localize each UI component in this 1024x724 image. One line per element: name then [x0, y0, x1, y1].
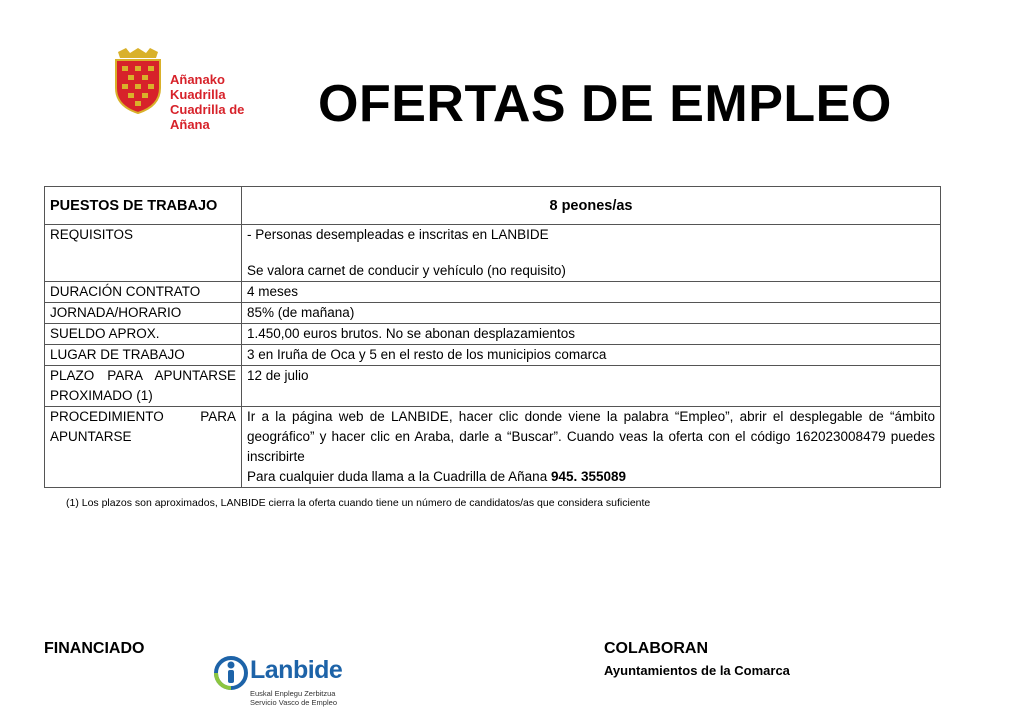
- requisitos-line-1: - Personas desempleadas e inscritas en LANBIDE: [247, 227, 549, 242]
- table-row-lugar: [45, 345, 941, 366]
- colaboran-subtitle: Ayuntamientos de la Comarca: [604, 663, 790, 678]
- duracion-value: 4 meses: [242, 282, 941, 303]
- lanbide-subtitle: [250, 689, 337, 707]
- header-label: PUESTOS DE TRABAJO: [45, 187, 242, 225]
- lugar-label: LUGAR DE TRABAJO: [45, 345, 242, 366]
- footnote: (1) Los plazos son aproximados, LANBIDE cierra la oferta cuando tiene un número de candidatos/as que considera suficiente: [66, 497, 651, 509]
- plazo-value: 12 de julio: [242, 366, 941, 407]
- job-offer-table: [44, 186, 941, 488]
- table-row-sueldo: [45, 324, 941, 345]
- procedimiento-contact: [247, 467, 935, 487]
- table-header-row: [45, 187, 941, 225]
- financiado-label: FINANCIADO: [44, 640, 145, 657]
- requisitos-value: [242, 225, 941, 282]
- coat-of-arms-icon: [112, 48, 164, 114]
- cuadrilla-logo: [112, 48, 282, 132]
- jornada-value: 85% (de mañana): [242, 303, 941, 324]
- table-row-procedimiento: [45, 407, 941, 488]
- header-value: 8 peones/as: [242, 187, 941, 225]
- duracion-label: DURACIÓN CONTRATO: [45, 282, 242, 303]
- colaboran-label: COLABORAN: [604, 640, 708, 657]
- logo-line-basque: Añanako Kuadrilla: [170, 72, 226, 102]
- lanbide-logo: [212, 654, 362, 710]
- lugar-value: 3 en Iruña de Oca y 5 en el resto de los municipios comarca: [242, 345, 941, 366]
- table-row-jornada: [45, 303, 941, 324]
- plazo-label-line-2: PROXIMADO (1): [50, 388, 153, 403]
- procedimiento-label-line-2: APUNTARSE: [50, 429, 132, 444]
- procedimiento-label: [45, 407, 242, 488]
- procedimiento-text: Ir a la página web de LANBIDE, hacer clic donde viene la palabra “Empleo”, abrir el desplegable de “ámbito geográfico” y hacer clic en Araba, darle a “Buscar”. Cuando veas la oferta con el código 162023008479 puedes inscribirte: [247, 409, 935, 464]
- lanbide-sub-spanish: Servicio Vasco de Empleo: [250, 698, 337, 707]
- logo-line-spanish: Cuadrilla de Añana: [170, 102, 245, 132]
- requisitos-label: REQUISITOS: [45, 225, 242, 282]
- procedimiento-value: [242, 407, 941, 488]
- table-row-duracion: [45, 282, 941, 303]
- page-title: OFERTAS DE EMPLEO: [318, 75, 892, 133]
- table-row-requisitos: [45, 225, 941, 282]
- jornada-label: JORNADA/HORARIO: [45, 303, 242, 324]
- table-row-plazo: [45, 366, 941, 407]
- lanbide-wordmark: Lanbide: [250, 656, 343, 684]
- contact-phone: 945. 355089: [550, 469, 627, 484]
- cuadrilla-logo-text: [170, 72, 282, 132]
- sueldo-label: SUELDO APROX.: [45, 324, 242, 345]
- requisitos-line-2: Se valora carnet de conducir y vehículo (no requisito): [247, 263, 566, 278]
- lanbide-sub-basque: Euskal Enplegu Zerbitzua: [250, 689, 336, 698]
- plazo-label: [45, 366, 242, 407]
- contact-text: Para cualquier duda llama a la Cuadrilla de Añana: [247, 469, 551, 484]
- plazo-label-line-1: PLAZO PARA APUNTARSE: [50, 368, 236, 383]
- procedimiento-label-line-1: PROCEDIMIENTO PARA: [50, 409, 236, 424]
- sueldo-value: 1.450,00 euros brutos. No se abonan desplazamientos: [242, 324, 941, 345]
- lanbide-person-icon: [214, 656, 248, 690]
